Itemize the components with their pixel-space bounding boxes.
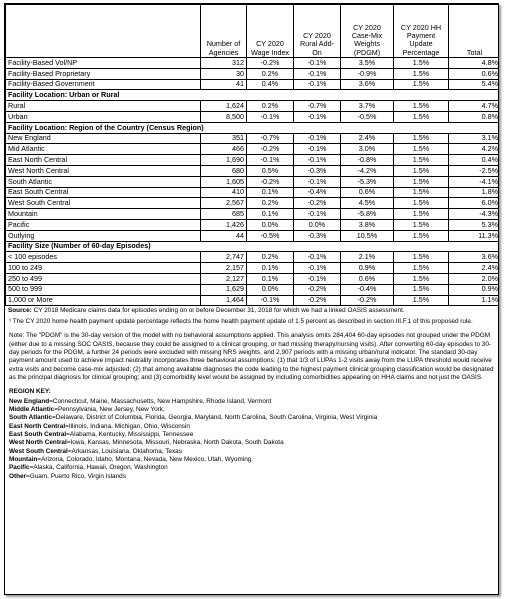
region-key-item [9,448,494,456]
section-label: Facility Location: Urban or Rural [6,90,500,101]
source-label: Source: [8,307,32,315]
cell-total: 6.0% [449,198,500,209]
cell-case-mix: 10.5% [341,230,394,241]
cell-wage-index: 0.1% [247,209,294,220]
row-label: East North Central [6,155,201,166]
cell-total: 5.3% [449,219,500,230]
table-row [6,155,500,166]
cell-total: -4.1% [449,176,500,187]
note-paragraph [9,332,494,382]
row-label: South Atlantic [6,176,201,187]
cell-total: 2.4% [449,263,500,274]
cell-payment-update: 1.5% [394,144,449,155]
cell-agencies: 1,624 [201,101,247,112]
cell-rural-add-on: -0.1% [294,58,341,69]
cell-wage-index: -0.5% [247,230,294,241]
row-label: Pacific [6,219,201,230]
table-row [6,165,500,176]
cell-case-mix: 0.6% [341,187,394,198]
footnote-1: ¹ The CY 2020 home health payment update percentage reflects the home health payment update of 1.5 percent as described in section III.F.1 of this proposed rule. [9,318,473,326]
cell-wage-index: -0.7% [247,133,294,144]
region-states: =Arkansas, Louisiana, Oklahoma, Texas [67,447,182,455]
note-text: The "PDGM" is the 30-day version of the model with no behavioral assumptions applied. This analysis omits 284,404 60-day episodes not grouped under the PDGM (either due to a missing SOC OASIS, because they could be assigned to a clinical grouping, or had missing therapy/nursing visits). After converting 60-day episodes to 30-day periods for the PDGM, a further 24 periods were excluded with missing NRS weights, and 2,907 periods with a missing urban/rural indicator. The standard 30-day payment amount used to achieve impact neutrality incorporates three behavioral assumptions: (1) that 1/3 of LUPAs 1-2 visits away from the LUPA threshold would receive extra visits and become case-mix adjusted; (2) that among available diagnoses the code leading to the highest payment clinical grouping classification would be designated as the principal diagnosis for clinical grouping; and (3) comorbidity level would be assigned by including comorbidities appearing on HHA claims and not just the OASIS. [9,332,494,381]
header-rural-add-on: CY 2020 Rural Add-On [294,5,341,58]
source-line [5,306,498,316]
cell-rural-add-on: -0.1% [294,252,341,263]
impact-table [5,4,499,306]
cell-payment-update: 1.5% [394,155,449,166]
cell-wage-index: -0.1% [247,111,294,122]
cell-agencies: 466 [201,144,247,155]
table-row [6,187,500,198]
cell-total: 4.2% [449,144,500,155]
cell-total: -4.3% [449,209,500,220]
cell-wage-index: 0.1% [247,187,294,198]
cell-agencies: 1,605 [201,176,247,187]
cell-agencies: 41 [201,79,247,90]
region-key-list [9,398,494,481]
row-label: 500 to 999 [6,284,201,295]
cell-wage-index: -0.2% [247,58,294,69]
row-label: < 100 episodes [6,252,201,263]
cell-wage-index: 0.4% [247,79,294,90]
cell-total: 0.6% [449,68,500,79]
table-row [6,144,500,155]
section-label: Facility Size (Number of 60-day Episodes) [6,241,500,252]
row-label: West North Central [6,165,201,176]
header-agencies: Number of Agencies [201,5,247,58]
cell-agencies: 312 [201,58,247,69]
region-name: East South Central [9,430,67,438]
cell-total: -2.5% [449,165,500,176]
cell-rural-add-on: -0.1% [294,273,341,284]
region-key-item [9,414,494,422]
cell-payment-update: 1.5% [394,176,449,187]
row-label: New England [6,133,201,144]
region-key-item [9,406,494,414]
cell-case-mix: 4.5% [341,198,394,209]
cell-agencies: 351 [201,133,247,144]
region-name: West North Central [9,439,67,447]
cell-rural-add-on: -0.1% [294,79,341,90]
cell-rural-add-on: -0.3% [294,165,341,176]
region-name: South Atlantic [9,414,53,422]
cell-payment-update: 1.5% [394,198,449,209]
region-states: =Alaska, California, Hawaii, Oregon, Washington [29,464,168,472]
note-label: Note: [9,332,25,340]
cell-agencies: 2,747 [201,252,247,263]
cell-total: 2.0% [449,273,500,284]
header-row [6,5,500,58]
cell-rural-add-on: -0.2% [294,295,341,306]
cell-rural-add-on: -0.2% [294,284,341,295]
cell-rural-add-on: -0.2% [294,198,341,209]
table-row [6,198,500,209]
cell-rural-add-on: -0.7% [294,101,341,112]
table-row [6,176,500,187]
cell-wage-index: -0.1% [247,295,294,306]
region-name: East North Central [9,422,66,430]
section-label: Facility Location: Region of the Country (Census Region) [6,122,500,133]
region-name: Pacific [9,464,30,472]
region-name: West South Central [9,447,68,455]
cell-wage-index: 0.2% [247,198,294,209]
cell-rural-add-on: -0.1% [294,263,341,274]
cell-wage-index: 0.1% [247,273,294,284]
cell-case-mix: -0.5% [341,111,394,122]
cell-total: 0.9% [449,284,500,295]
cell-wage-index: 0.2% [247,68,294,79]
cell-wage-index: 0.1% [247,263,294,274]
cell-agencies: 8,500 [201,111,247,122]
cell-case-mix: 3.0% [341,144,394,155]
cell-agencies: 1,629 [201,284,247,295]
region-name: Other [9,472,27,480]
section-row [6,90,500,101]
cell-case-mix: 2.1% [341,252,394,263]
cell-agencies: 44 [201,230,247,241]
cell-rural-add-on: -0.1% [294,144,341,155]
cell-total: 1.1% [449,295,500,306]
cell-total: 1.8% [449,187,500,198]
region-name: New England [9,397,50,405]
cell-wage-index: 0.2% [247,252,294,263]
cell-wage-index: 0.0% [247,219,294,230]
region-name: Mountain [9,455,38,463]
region-key-item [9,439,494,447]
cell-payment-update: 1.5% [394,273,449,284]
row-label: East South Central [6,187,201,198]
cell-case-mix: -0.8% [341,155,394,166]
row-label: Outlying [6,230,201,241]
row-label: Mid Atlantic [6,144,201,155]
table-row [6,295,500,306]
cell-rural-add-on: -0.1% [294,209,341,220]
cell-rural-add-on: -0.1% [294,111,341,122]
region-key-item [9,398,494,406]
cell-total: 4.8% [449,58,500,69]
cell-wage-index: -0.2% [247,176,294,187]
region-key-item [9,423,494,431]
cell-agencies: 1,464 [201,295,247,306]
cell-payment-update: 1.5% [394,101,449,112]
cell-case-mix: -5.8% [341,209,394,220]
header-total: Total [449,5,500,58]
cell-wage-index: -0.2% [247,144,294,155]
section-row [6,122,500,133]
table-row [6,252,500,263]
row-label: Facility-Based Proprietary [6,68,201,79]
cell-case-mix: -5.3% [341,176,394,187]
cell-wage-index: 0.2% [247,101,294,112]
table-row [6,111,500,122]
region-key [5,388,498,481]
cell-rural-add-on: -0.3% [294,230,341,241]
cell-total: 3.6% [449,252,500,263]
cell-payment-update: 1.5% [394,58,449,69]
cell-total: 11.3% [449,230,500,241]
row-label: Urban [6,111,201,122]
cell-rural-add-on: -0.1% [294,68,341,79]
region-states: =Delaware, District of Columbia, Florida, Georgia, Maryland, North Carolina, South Carolina, Virginia, West Virginia [52,414,378,422]
header-blank [6,5,201,58]
cell-case-mix: -4.2% [341,165,394,176]
cell-case-mix: 3.7% [341,101,394,112]
cell-case-mix: -0.2% [341,295,394,306]
cell-case-mix: 0.6% [341,273,394,284]
cell-payment-update: 1.5% [394,209,449,220]
cell-payment-update: 1.5% [394,219,449,230]
cell-payment-update: 1.5% [394,187,449,198]
cell-rural-add-on: -0.1% [294,155,341,166]
cell-payment-update: 1.5% [394,133,449,144]
cell-total: 0.8% [449,111,500,122]
cell-total: 3.1% [449,133,500,144]
cell-agencies: 30 [201,68,247,79]
region-states: =Pennsylvania, New Jersey, New York; [54,405,165,413]
table-row [6,79,500,90]
cell-case-mix: -0.4% [341,284,394,295]
cell-rural-add-on: -0.1% [294,133,341,144]
cell-wage-index: 0.0% [247,284,294,295]
cell-total: 0.4% [449,155,500,166]
region-states: =Iowa, Kansas, Minnesota, Missouri, Nebraska, North Dakota, South Dakota [66,439,284,447]
cell-agencies: 680 [201,165,247,176]
cell-wage-index: 0.5% [247,165,294,176]
cell-rural-add-on: -0.4% [294,187,341,198]
table-row [6,58,500,69]
cell-agencies: 2,567 [201,198,247,209]
region-key-item [9,473,494,481]
cell-agencies: 2,127 [201,273,247,284]
header-wage-index: CY 2020 Wage Index [247,5,294,58]
table-row [6,230,500,241]
header-case-mix: CY 2020 Case-Mix Weights (PDGM) [341,5,394,58]
region-states: =Guam, Puerto Rico, Virgin Islands [26,472,126,480]
table-body [6,58,500,306]
table-row [6,68,500,79]
cell-agencies: 410 [201,187,247,198]
cell-rural-add-on: -0.1% [294,176,341,187]
cell-total: 4.7% [449,101,500,112]
source-text: CY 2018 Medicare claims data for episodes ending on or before December 31, 2018 for which we had a linked OASIS assessment. [33,307,405,315]
cell-agencies: 1,426 [201,219,247,230]
table-row [6,284,500,295]
cell-payment-update: 1.5% [394,111,449,122]
cell-agencies: 1,690 [201,155,247,166]
cell-agencies: 2,157 [201,263,247,274]
table-row [6,101,500,112]
cell-payment-update: 1.5% [394,165,449,176]
cell-case-mix: 0.9% [341,263,394,274]
region-states: =Illinois, Indiana, Michigan, Ohio, Wisconsin [65,422,190,430]
notes-block [5,316,498,382]
cell-total: 5.4% [449,79,500,90]
cell-case-mix: -0.9% [341,68,394,79]
cell-payment-update: 1.5% [394,79,449,90]
cell-case-mix: 3.5% [341,58,394,69]
row-label: Facility-Based Vol/NP [6,58,201,69]
row-label: Rural [6,101,201,112]
cell-payment-update: 1.5% [394,263,449,274]
cell-payment-update: 1.5% [394,68,449,79]
row-label: West South Central [6,198,201,209]
table-row [6,209,500,220]
table-row [6,273,500,284]
region-key-item [9,431,494,439]
cell-agencies: 685 [201,209,247,220]
region-states: =Connecticut, Maine, Massachusetts, New Hampshire, Rhode Island, Vermont [49,397,272,405]
cell-payment-update: 1.5% [394,295,449,306]
region-key-title: REGION KEY: [9,388,51,396]
header-payment-update: CY 2020 HH Payment Update Percentage [394,5,449,58]
cell-payment-update: 1.5% [394,284,449,295]
table-row [6,263,500,274]
cell-payment-update: 1.5% [394,252,449,263]
cell-rural-add-on: 0.0% [294,219,341,230]
region-name: Middle Atlantic [9,405,55,413]
cell-case-mix: 2.4% [341,133,394,144]
section-row [6,241,500,252]
row-label: 1,000 or More [6,295,201,306]
table-row [6,133,500,144]
region-key-item [9,456,494,464]
cell-wage-index: -0.1% [247,155,294,166]
row-label: 250 to 499 [6,273,201,284]
row-label: Mountain [6,209,201,220]
cell-case-mix: 3.6% [341,79,394,90]
cell-payment-update: 1.5% [394,230,449,241]
cell-case-mix: 3.8% [341,219,394,230]
row-label: 100 to 249 [6,263,201,274]
region-states: =Alabama, Kentucky, Mississippi, Tennessee [66,430,194,438]
document-frame [4,3,499,595]
region-states: =Arizona, Colorado, Idaho, Montana, Nevada, New Mexico, Utah, Wyoming [37,455,252,463]
table-row [6,219,500,230]
row-label: Facility-Based Government [6,79,201,90]
region-key-item [9,464,494,472]
